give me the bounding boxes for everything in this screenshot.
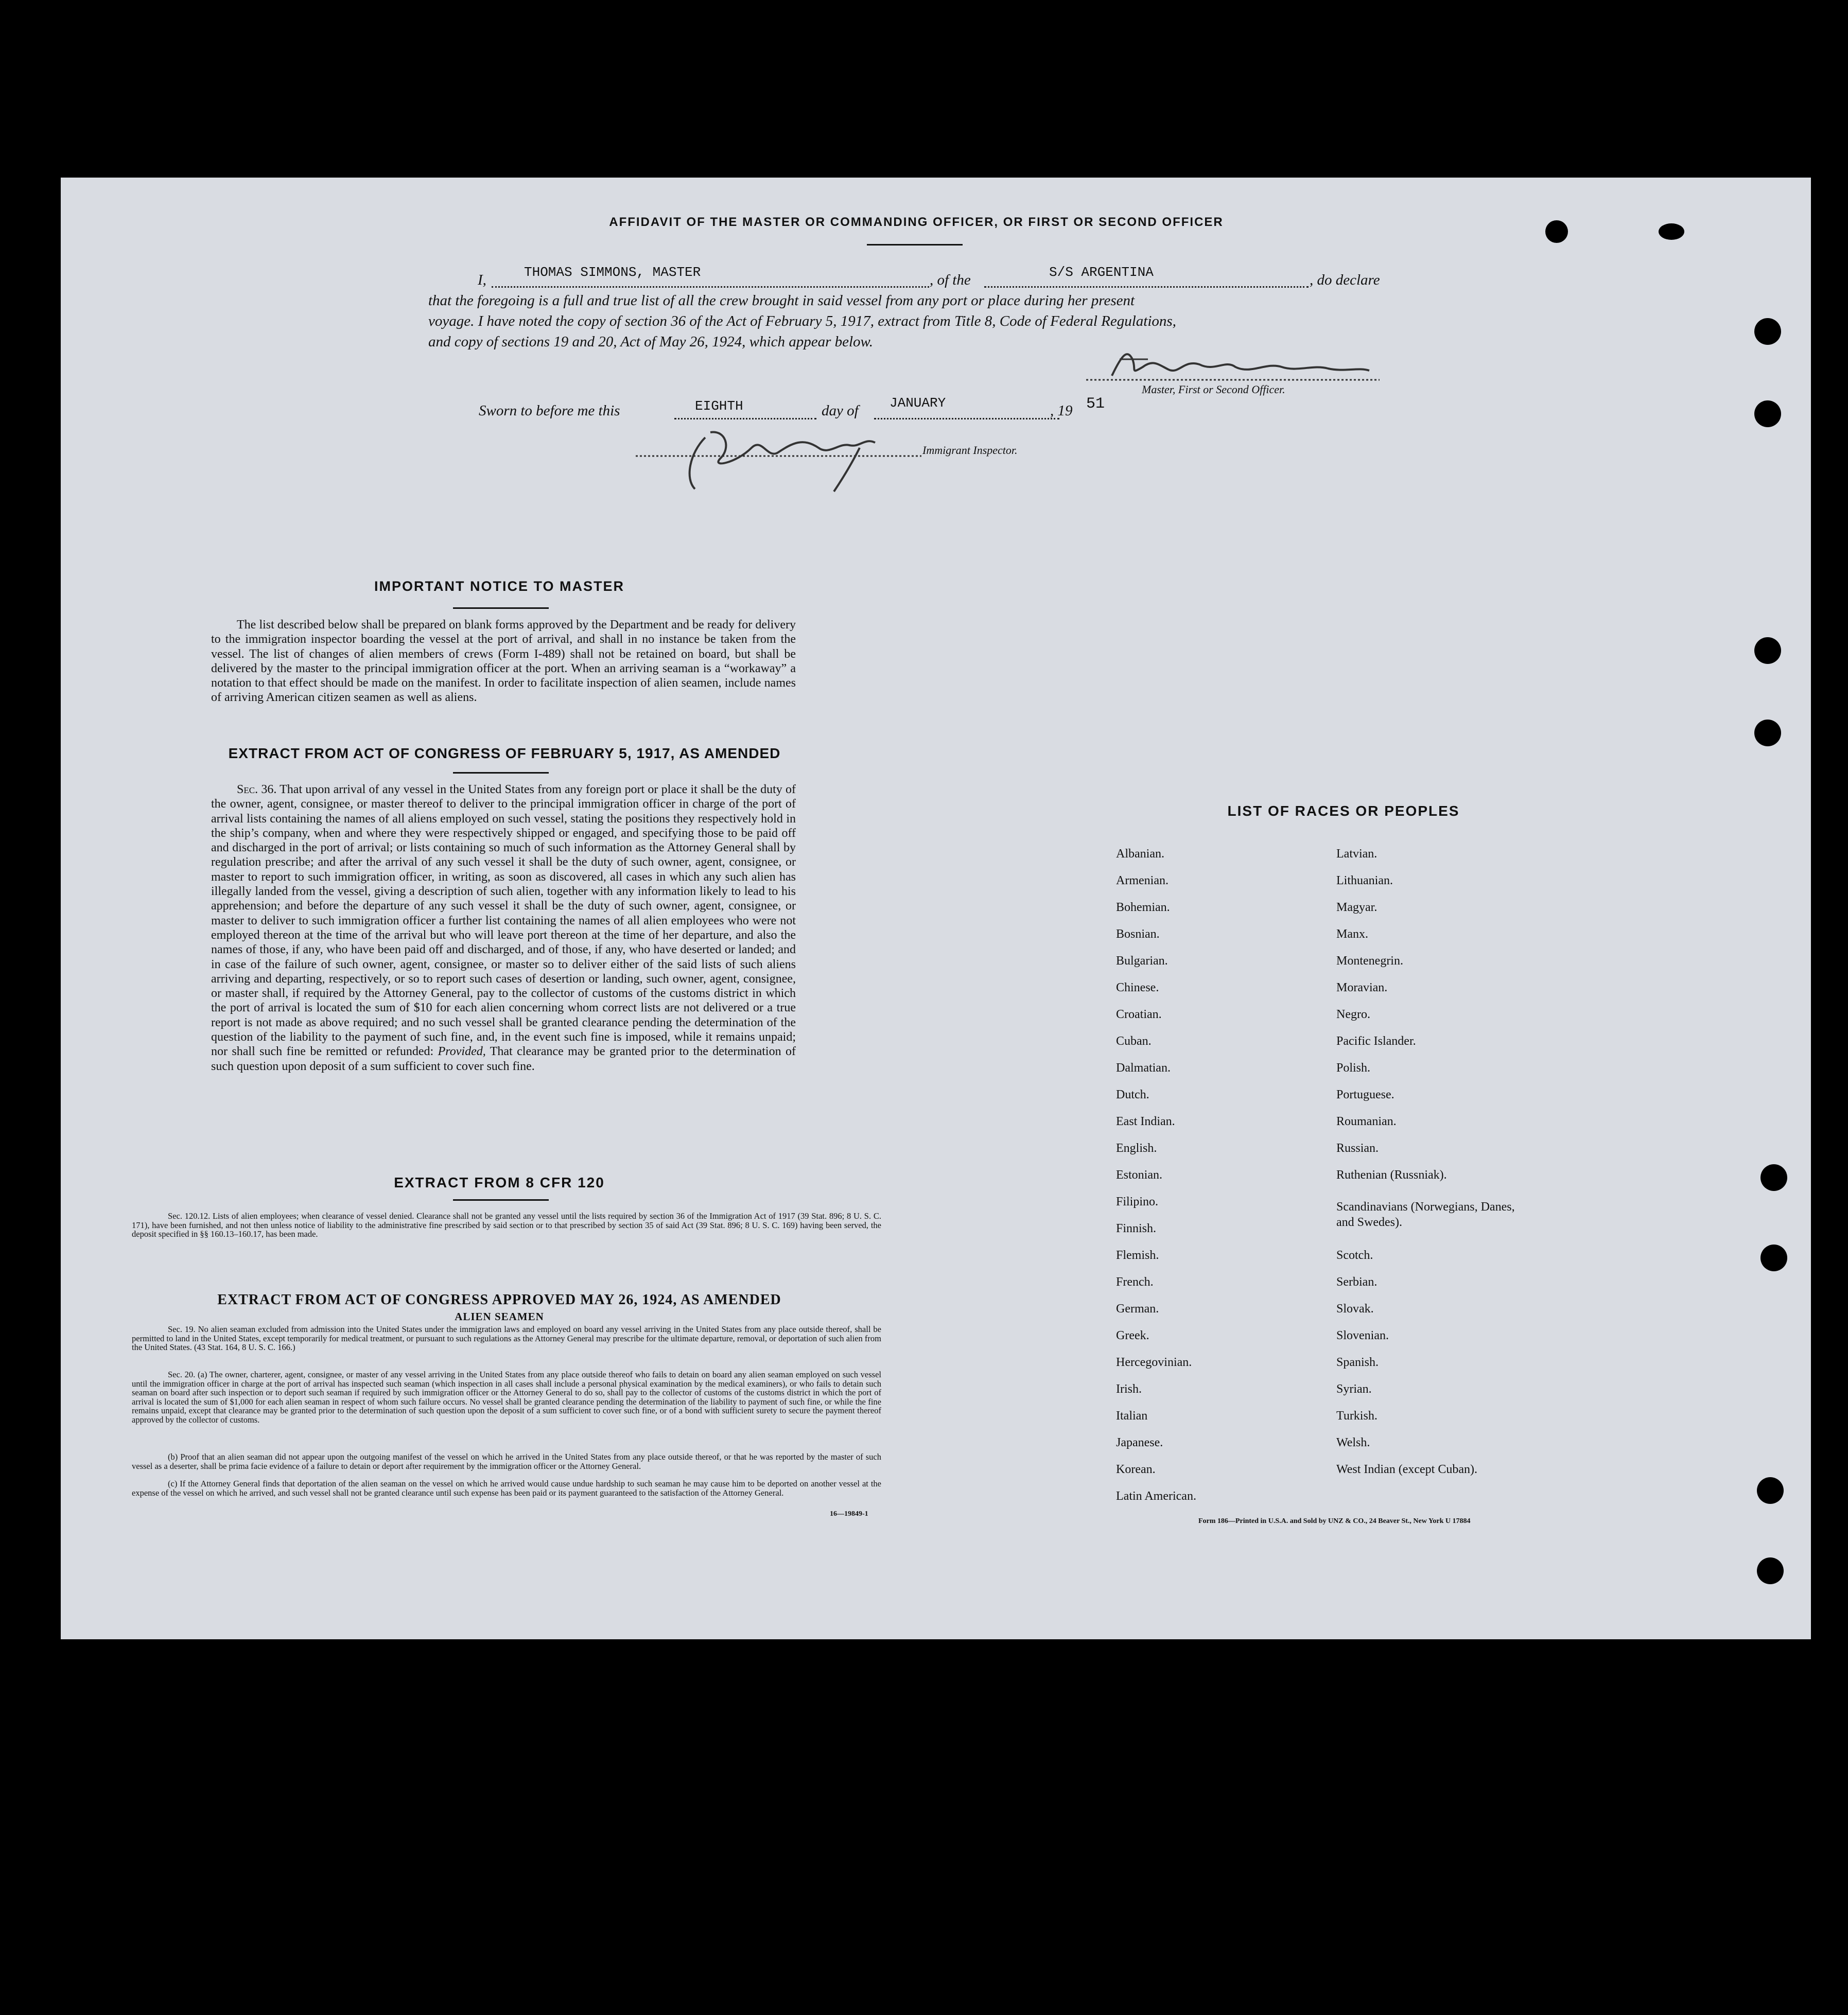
punch-hole bbox=[1754, 720, 1781, 746]
race-item: Syrian. bbox=[1336, 1382, 1372, 1396]
race-item: Slovak. bbox=[1336, 1302, 1374, 1316]
vessel-name: S/S ARGENTINA bbox=[1049, 265, 1154, 280]
race-item: Welsh. bbox=[1336, 1436, 1370, 1449]
race-item: Chinese. bbox=[1116, 981, 1159, 994]
races-title: LIST OF RACES OR PEOPLES bbox=[1227, 803, 1460, 819]
race-item: Latin American. bbox=[1116, 1490, 1196, 1503]
master-signature-label: Master, First or Second Officer. bbox=[1142, 383, 1285, 396]
race-item: Moravian. bbox=[1336, 981, 1388, 994]
extract-1924-title: EXTRACT FROM ACT OF CONGRESS APPROVED MAY 26, 1924, AS AMENDED bbox=[217, 1292, 781, 1308]
race-item: Japanese. bbox=[1116, 1436, 1163, 1449]
race-item: Croatian. bbox=[1116, 1008, 1162, 1021]
race-item: Estonian. bbox=[1116, 1168, 1162, 1182]
sec-20a-body: Sec. 20. (a) The owner, charterer, agent, consignee, or master of any vessel arriving in the United States from any place outside thereof who fails to detain on board any alien seaman employed on such vessel until the immigration officer in charge at the port of arrival has inspected such seaman (which inspection in all cases shall include a personal physical examination by the medical examiners), or who fails to detain such seaman on board after such inspection or to deport such seaman if required by such immigration officer or the Attorney General to do so, shall pay to the collector of customs of the customs district in which the port of arrival is located the sum of $1,000 for each alien seaman in respect of whom such failure occurs. No vessel shall be granted clearance pending the determination of the liability to payment of such fine, or while the fine remains unpaid, except that clearance may be granted prior to the determination of such question upon the deposit of a sum sufficient to cover such fine, or of a bond with sufficient surety to secure the payment thereof approved by the collector of customs. bbox=[132, 1370, 881, 1425]
race-item: Dutch. bbox=[1116, 1088, 1149, 1101]
race-item: Scandinavians (Norwegians, Danes, and Swedes). bbox=[1336, 1200, 1515, 1229]
race-item: Russian. bbox=[1336, 1142, 1379, 1155]
provided-label: Provided, bbox=[438, 1045, 486, 1059]
sworn-year: 51 bbox=[1086, 395, 1105, 413]
race-item: Scotch. bbox=[1336, 1249, 1373, 1262]
race-item: Portuguese. bbox=[1336, 1088, 1394, 1101]
race-item: Bohemian. bbox=[1116, 901, 1170, 914]
affidavit-line-3: voyage. I have noted the copy of section 36 of the Act of February 5, 1917, extract from Title 8, Code of Federal Regulations, bbox=[428, 313, 1176, 329]
sec-19-body: Sec. 19. No alien seaman excluded from admission into the United States under the immigration laws and employed on board any vessel arriving in the United States from any place outside thereof, shall be permitted to land in the United States, except temporarily for medical treatment, or pursuant to such regulations as the Attorney General may prescribe for the ultimate departure, removal, or deportation of such alien from the United States. (43 Stat. 164, 8 U. S. C. 166.) bbox=[132, 1324, 881, 1352]
vessel-blank bbox=[984, 286, 1309, 288]
punch-hole bbox=[1754, 318, 1781, 345]
title-rule bbox=[867, 244, 963, 246]
printer-footer: Form 186—Printed in U.S.A. and Sold by UNZ & CO., 24 Beaver St., New York U 17884 bbox=[1198, 1517, 1471, 1525]
inspector-label: Immigrant Inspector. bbox=[922, 444, 1018, 457]
extract-1917-title: EXTRACT FROM ACT OF CONGRESS OF FEBRUARY 5, 1917, AS AMENDED bbox=[228, 745, 781, 761]
race-item: Greek. bbox=[1116, 1329, 1149, 1342]
race-item: Flemish. bbox=[1116, 1249, 1159, 1262]
race-item: Magyar. bbox=[1336, 901, 1378, 914]
scan-border bbox=[0, 1639, 1848, 2015]
race-item: Roumanian. bbox=[1336, 1115, 1397, 1128]
sworn-month: JANUARY bbox=[890, 395, 946, 411]
punch-hole bbox=[1760, 1245, 1787, 1271]
notice-title: IMPORTANT NOTICE TO MASTER bbox=[374, 579, 624, 594]
punch-hole bbox=[1754, 400, 1781, 427]
race-item: German. bbox=[1116, 1302, 1159, 1316]
sworn-day: EIGHTH bbox=[695, 398, 743, 414]
race-item: Irish. bbox=[1116, 1382, 1142, 1396]
race-item: Albanian. bbox=[1116, 847, 1164, 861]
alien-seamen-subtitle: ALIEN SEAMEN bbox=[455, 1310, 544, 1323]
race-item: Ruthenian (Russniak). bbox=[1336, 1168, 1447, 1182]
form-code: 16—19849-1 bbox=[830, 1510, 868, 1518]
sec-36-text: That upon arrival of any vessel in the United States from any foreign port or place it shall be the duty of the owner, agent, consignee, or master thereof to deliver to the principal immigration officer in charge of the port of arrival lists containing the names of all aliens employed on such vessel, stating the positions they respectively hold in the ship’s company, when and where they were respectively shipped or engaged, and specifying those to be paid off and discharged in the port of arrival; or lists containing so much of such information as the Attorney General shall by regulation prescribe; and after the arrival of any such vessel it shall be the duty of such owner, agent, consignee, or master to report to such immigration officer, in writing, as soon as discovered, all cases in which any such alien has illegally landed from the vessel, giving a description of such alien, together with any information likely to lead to his apprehension; and before the departure of any such vessel it shall be the duty of such owner, agent, consignee, or master to deliver to such immigration officer a further list containing the names of all alien employees who were not employed thereon at the time of the arrival but who will leave port thereon at the time of her departure, and also the names of those, if any, who have been paid off and discharged, and of those, if any, who have deserted or landed; and in case of the failure of such owner, agent, consignee, or master so to deliver either of the said lists of such aliens arriving and departing, respectively, or so to report such cases of desertion or landing, such owner, agent, consignee, or master shall, if required by the Attorney General, pay to the collector of customs of the customs district in which the port of arrival is located the sum of $10 for each alien concerning whom correct lists are not delivered or a true report is not made as above required; and no such vessel shall be granted clearance pending the determination of the question of the liability to the payment of such fine, and, in the event such fine is imposed, while it remains unpaid; nor shall such fine be remitted or refunded: bbox=[211, 783, 796, 1059]
race-item: Latvian. bbox=[1336, 847, 1378, 861]
extract-1917-body bbox=[211, 782, 796, 1074]
year-prefix: , 19 bbox=[1050, 402, 1073, 419]
race-item: French. bbox=[1116, 1275, 1154, 1289]
race-item: West Indian (except Cuban). bbox=[1336, 1463, 1477, 1476]
of-the-label: , of the bbox=[930, 272, 971, 288]
notice-body: The list described below shall be prepared on blank forms approved by the Department and be ready for delivery to the immigration inspector boarding the vessel at the port of arrival, and shall in no instance be taken from the vessel. The list of changes of alien members of crews (Form I-489) shall not be retained on board, but shall be delivered by the master to the principal immigration officer at the port. When an arriving seaman is a “workaway” a notation to that effect should be made on the manifest. In order to facilitate inspection of alien seamen, include names of arriving American citizen seamen as well as aliens. bbox=[211, 618, 796, 705]
cfr-rule bbox=[453, 1199, 549, 1201]
affidavit-i-label: I, bbox=[478, 272, 486, 288]
affidavit-line-2: that the foregoing is a full and true list of all the crew brought in said vessel from any port or place during her present bbox=[428, 292, 1135, 309]
affidavit-line-4: and copy of sections 19 and 20, Act of May 26, 1924, which appear below. bbox=[428, 334, 873, 350]
race-item: Filipino. bbox=[1116, 1195, 1159, 1208]
sec-36-label: Sec. 36. bbox=[237, 783, 277, 796]
race-item: Lithuanian. bbox=[1336, 874, 1393, 887]
cfr-title: EXTRACT FROM 8 CFR 120 bbox=[394, 1175, 605, 1190]
punch-hole bbox=[1659, 223, 1684, 240]
race-item: Negro. bbox=[1336, 1008, 1370, 1021]
do-declare-label: , do declare bbox=[1310, 272, 1380, 288]
punch-hole bbox=[1754, 637, 1781, 664]
race-item: Slovenian. bbox=[1336, 1329, 1389, 1342]
race-item: Finnish. bbox=[1116, 1222, 1157, 1235]
punch-hole bbox=[1760, 1164, 1787, 1191]
punch-hole bbox=[1757, 1477, 1784, 1504]
race-item: Italian bbox=[1116, 1409, 1148, 1423]
race-item: Dalmatian. bbox=[1116, 1061, 1171, 1075]
name-blank bbox=[492, 286, 929, 288]
master-name: THOMAS SIMMONS, MASTER bbox=[524, 265, 701, 280]
race-item: English. bbox=[1116, 1142, 1157, 1155]
race-item: Cuban. bbox=[1116, 1035, 1152, 1048]
race-item: Montenegrin. bbox=[1336, 954, 1403, 968]
punch-hole bbox=[1757, 1557, 1784, 1584]
sec-36-end: That clearance may be granted prior to the determination of such question upon deposit of a sum sufficient to cover such fine. bbox=[211, 1045, 796, 1073]
race-item: Hercegovinian. bbox=[1116, 1356, 1192, 1369]
race-item: Serbian. bbox=[1336, 1275, 1378, 1289]
notice-rule bbox=[453, 607, 549, 609]
race-item: Bosnian. bbox=[1116, 927, 1160, 941]
race-item: Bulgarian. bbox=[1116, 954, 1168, 968]
race-item: Polish. bbox=[1336, 1061, 1371, 1075]
race-item: Turkish. bbox=[1336, 1409, 1378, 1423]
sec-20c-body: (c) If the Attorney General finds that deportation of the alien seaman on the vessel on which he arrived would cause undue hardship to such seaman he may cause him to be deported on another vessel at the expense of the vessel on which he arrived, and such vessel shall not be granted clearance until such expense has been paid or its payment guaranteed to the satisfaction of the Attorney General. bbox=[132, 1479, 881, 1498]
sec-20b-body: (b) Proof that an alien seaman did not appear upon the outgoing manifest of the vessel on which he arrived in the United States from any place outside thereof, or that he was reported by the master of such vessel as a deserter, shall be prima facie evidence of a failure to detain or deport after requirement by the immigration officer or the Attorney General. bbox=[132, 1452, 881, 1471]
cfr-body: Sec. 120.12. Lists of alien employees; when clearance of vessel denied. Clearance shall not be granted any vessel until the lists required by section 36 of the Immigration Act of 1917 (39 Stat. 896; 8 U. S. C. 171), have been furnished, and not then unless notice of liability to the administrative fine prescribed by said section or to that prescribed by section 35 of said Act (39 Stat. 896; 8 U. S. C. 169) having been served, the deposit specified in §§ 160.13–160.17, has been made. bbox=[132, 1211, 881, 1239]
race-item: Korean. bbox=[1116, 1463, 1156, 1476]
punch-hole bbox=[1545, 220, 1568, 243]
affidavit-title: AFFIDAVIT OF THE MASTER OR COMMANDING OFFICER, OR FIRST OR SECOND OFFICER bbox=[609, 215, 1224, 229]
race-item: Spanish. bbox=[1336, 1356, 1379, 1369]
race-item: Armenian. bbox=[1116, 874, 1169, 887]
race-item: Manx. bbox=[1336, 927, 1368, 941]
race-item: Pacific Islander. bbox=[1336, 1035, 1416, 1048]
day-of-label: day of bbox=[822, 402, 859, 419]
sworn-label: Sworn to before me this bbox=[479, 402, 620, 419]
inspector-signature bbox=[633, 417, 942, 494]
race-item: East Indian. bbox=[1116, 1115, 1175, 1128]
extract-1917-rule bbox=[453, 772, 549, 774]
